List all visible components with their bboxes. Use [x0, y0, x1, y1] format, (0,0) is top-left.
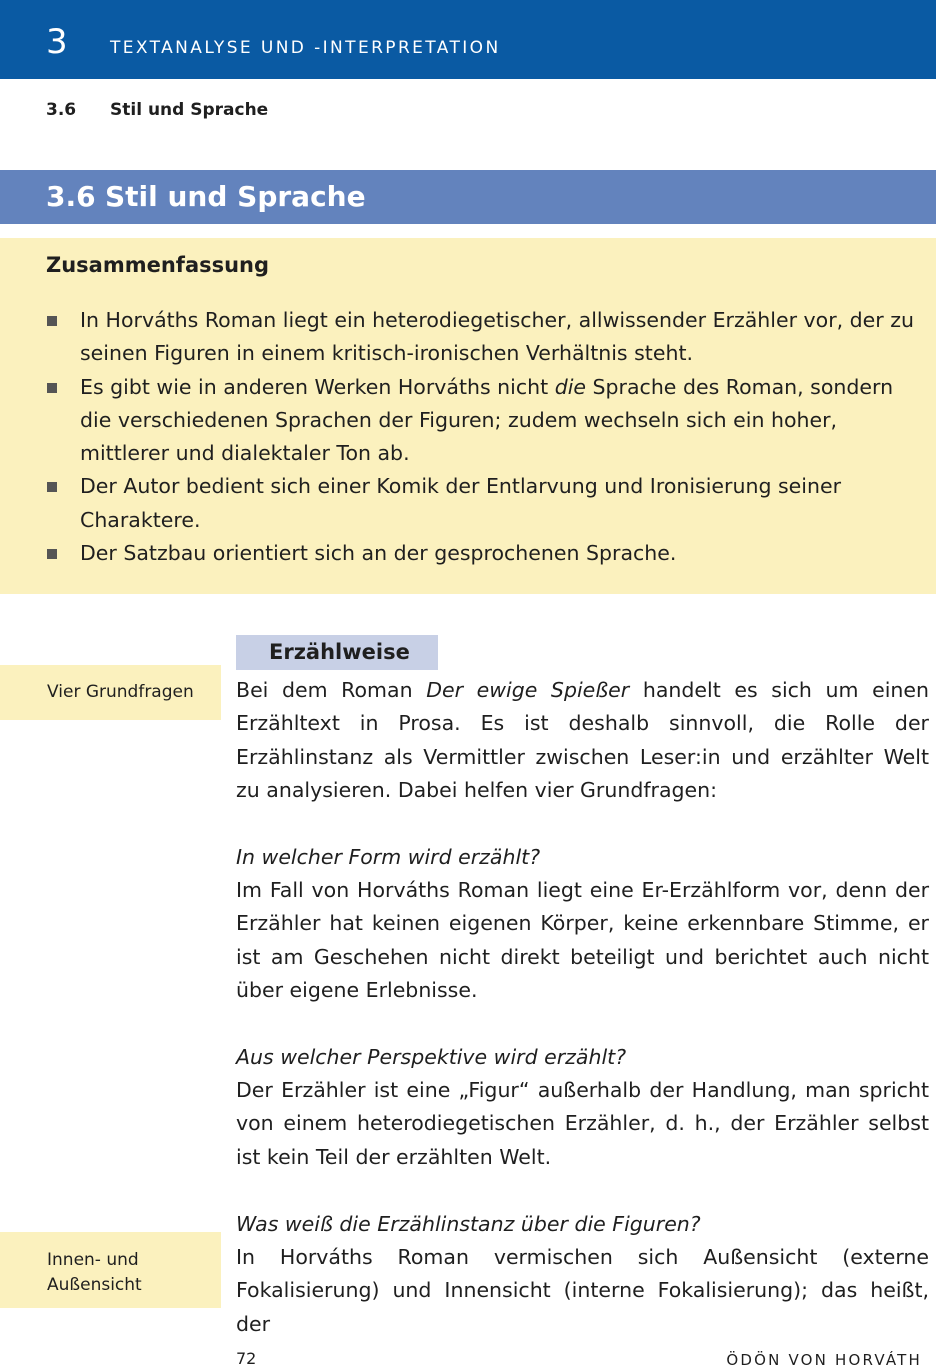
square-bullet-icon	[47, 482, 57, 492]
footer-author: ÖDÖN VON HORVÁTH	[726, 1351, 922, 1368]
summary-item-text: Es gibt wie in anderen Werken Horváths nicht	[80, 374, 555, 399]
summary-heading: Zusammenfassung	[46, 253, 270, 277]
summary-item-text: In Horváths Roman liegt ein heterodiegetischer, allwissender Erzähler vor, der zu seinen Figuren in einem kritisch-ironischen Verhältnis steht.	[80, 308, 914, 366]
subheading-erzaehlweise: Erzählweise	[236, 635, 438, 670]
summary-item-emphasis: die	[554, 374, 587, 399]
book-title: Der ewige Spießer	[426, 678, 630, 702]
summary-item	[0, 304, 936, 371]
summary-item-text: Sprache des Roman, sondern die verschiedenen Sprachen der Figuren; zudem wechseln sich ein hoher, mittlerer und dialektaler Ton ab.	[80, 374, 894, 466]
margin-note-vier-grundfragen	[0, 665, 221, 720]
summary-box	[0, 238, 936, 594]
summary-item-text: Der Satzbau orientiert sich an der gesprochenen Sprache.	[80, 541, 677, 566]
summary-list	[0, 304, 936, 570]
summary-item-text: Der Autor bedient sich einer Komik der Entlarvung und Ironisierung seiner Charaktere.	[80, 474, 842, 532]
question-form: In welcher Form wird erzählt?	[236, 845, 541, 869]
paragraph-text: Bei dem Roman	[236, 678, 427, 702]
section-title-band	[0, 170, 936, 224]
margin-note-innen-aussensicht	[0, 1232, 221, 1308]
summary-item	[0, 470, 936, 537]
section-title: Stil und Sprache	[105, 180, 366, 213]
chapter-number: 3	[46, 22, 68, 62]
paragraph-text: handelt es sich um einen Erzähltext in Prosa. Es ist deshalb sinnvoll, die Rolle der Erzählinstanz als Vermittler zwischen Leser:in und erzählter Welt zu analysieren. Dabei helfen vier Grundfragen:	[236, 678, 929, 803]
running-section-number: 3.6	[46, 100, 77, 120]
square-bullet-icon	[47, 383, 57, 393]
summary-item	[0, 371, 936, 471]
running-section-title: Stil und Sprache	[110, 100, 269, 120]
paragraph-form: Im Fall von Horváths Roman liegt eine Er-Erzählform vor, denn der Erzähler hat keinen eigenen Körper, keine erkennbare Stimme, er ist am Geschehen nicht direkt beteiligt und berichtet auch nicht über eigene Erlebnisse.	[236, 878, 929, 1003]
paragraph-perspective: Der Erzähler ist eine „Figur“ außerhalb der Handlung, man spricht von einem heterodiegetischen Erzähler, d. h., der Erzähler selbst ist kein Teil der erzählten Welt.	[236, 1078, 929, 1169]
question-perspective: Aus welcher Perspektive wird erzählt?	[236, 1045, 627, 1069]
paragraph-intro	[236, 674, 929, 808]
question-knowledge: Was weiß die Erzählinstanz über die Figuren?	[236, 1212, 701, 1236]
margin-note-text: Vier Grundfragen	[47, 682, 194, 702]
square-bullet-icon	[47, 549, 57, 559]
page-number: 72	[236, 1349, 257, 1368]
chapter-title: TEXTANALYSE UND -INTERPRETATION	[110, 38, 501, 58]
square-bullet-icon	[47, 316, 57, 326]
paragraph-knowledge: In Horváths Roman vermischen sich Außensicht (externe Fokalisierung) und Innensicht (interne Fokalisierung); das heißt, der	[236, 1245, 929, 1336]
margin-note-text: Innen- und Außensicht	[47, 1250, 142, 1295]
section-number: 3.6	[46, 180, 96, 213]
chapter-header-bar	[0, 0, 936, 79]
summary-item	[0, 537, 936, 570]
